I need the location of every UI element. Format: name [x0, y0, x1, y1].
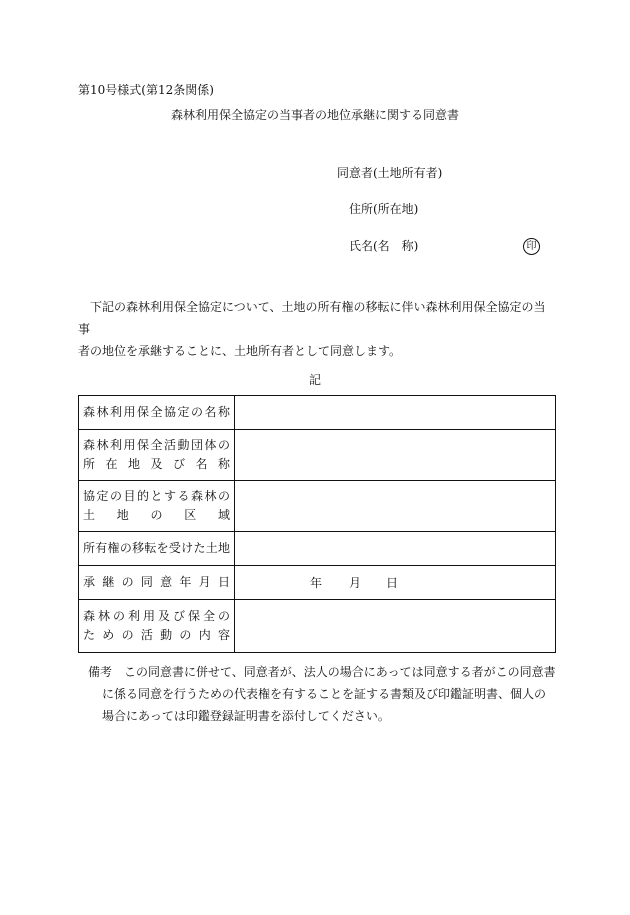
- table-row: [79, 600, 556, 653]
- remarks-line: に係る同意を行うための代表権を有することを証する書類及び印鑑証明書、個人の: [102, 687, 547, 701]
- row-label: [79, 396, 235, 430]
- record-table: [78, 395, 556, 653]
- consenter-heading: 同意者(土地所有者): [337, 166, 443, 180]
- table-row: [79, 396, 556, 430]
- form-number: 第10号様式(第12条関係): [78, 83, 214, 97]
- table-row: [79, 430, 556, 481]
- name-label: 氏名(名 称): [349, 239, 419, 253]
- row-label: [79, 566, 235, 600]
- seal-icon: 印: [523, 238, 540, 255]
- remarks-line: この同意書に併せて、同意者が、法人の場合にあっては同意する者がこの同意書: [124, 665, 556, 679]
- table-row: [79, 481, 556, 532]
- row-label: [79, 430, 235, 481]
- remarks-text: [102, 661, 556, 727]
- date-day: 日: [386, 576, 399, 590]
- consent-date-field[interactable]: [235, 566, 556, 600]
- row-label-line: 森林利用保全協定の名称: [83, 405, 230, 419]
- statement-line-1: 下記の森林利用保全協定について、土地の所有権の移転に伴い森林利用保全協定の当事: [78, 300, 546, 336]
- row-label-line: 所有権の移転を受けた土地: [83, 541, 230, 555]
- row-label: [79, 481, 235, 532]
- consent-statement: [78, 296, 556, 362]
- date-month: 月: [349, 576, 362, 590]
- table-row: [79, 532, 556, 566]
- document-title: 森林利用保全協定の当事者の地位承継に関する同意書: [170, 108, 459, 122]
- activity-content-field[interactable]: [235, 600, 556, 653]
- statement-line-2: 者の地位を承継することに、土地所有者として同意します。: [78, 344, 402, 358]
- forest-area-field[interactable]: [235, 481, 556, 532]
- row-label-line: 森林の利用及び保全の: [83, 609, 230, 623]
- row-label-line: ための活動の内容: [83, 628, 230, 642]
- remarks: [78, 661, 556, 727]
- address-label: 住所(所在地): [349, 202, 419, 216]
- date-year: 年: [310, 576, 323, 590]
- row-label-line: 土地の区域: [83, 508, 230, 522]
- row-label: [79, 600, 235, 653]
- row-label-line: 承継の同意年月日: [83, 575, 230, 589]
- remarks-line: 場合にあっては印鑑登録証明書を添付してください。: [102, 709, 390, 723]
- row-label-line: 所在地及び名称: [83, 457, 230, 471]
- ki-heading: 記: [308, 373, 321, 387]
- table-row: [79, 566, 556, 600]
- organization-field[interactable]: [235, 430, 556, 481]
- remarks-label: 備考: [88, 665, 113, 679]
- row-label: [79, 532, 235, 566]
- transferred-land-field[interactable]: [235, 532, 556, 566]
- agreement-name-field[interactable]: [235, 396, 556, 430]
- row-label-line: 協定の目的とする森林の: [83, 489, 230, 503]
- row-label-line: 森林利用保全活動団体の: [83, 438, 230, 452]
